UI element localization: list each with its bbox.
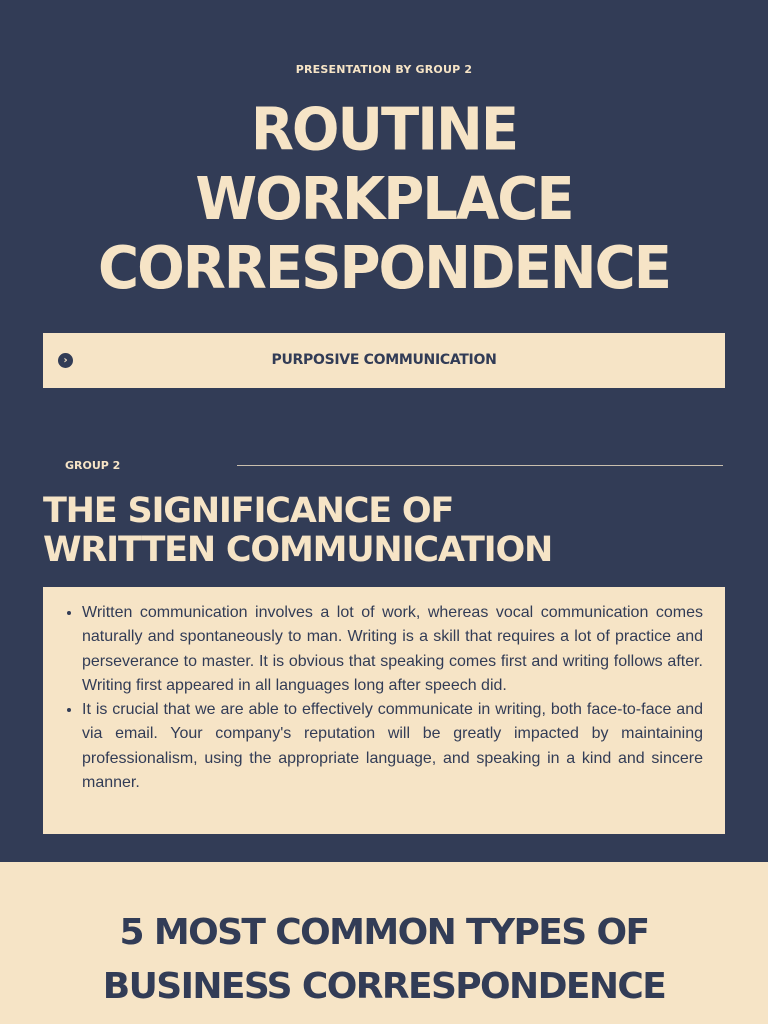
subject-label: PURPOSIVE COMMUNICATION: [271, 352, 497, 368]
list-item: • It is crucial that we are able to effectively communicate in writing, both face-to-face and via email. Your company's reputation will be greatly impacted by maintaining professionalism, using the appropriate language, and speaking in a kind and sincere manner.: [82, 698, 703, 795]
next-slide: [0, 862, 768, 1024]
page-title-line-3: CORRESPONDENCE: [97, 234, 670, 303]
next-slide-title: [0, 906, 768, 1014]
section-title-line-2: WRITTEN COMMUNICATION: [43, 530, 553, 570]
section-tag: GROUP 2: [65, 459, 121, 472]
bullet-list: [43, 587, 725, 795]
list-item: • Written communication involves a lot of work, whereas vocal communication comes naturally and spontaneously to man. Writing is a skill that requires a lot of practice and perseverance to master. It is obvious that speaking comes first and writing follows after. Writing first appeared in all languages long after speech did.: [82, 601, 703, 698]
content-box: [43, 587, 725, 834]
chevron-right-circle-icon: ›: [58, 353, 73, 368]
presentation-eyebrow: PRESENTATION BY GROUP 2: [295, 63, 473, 76]
divider: [237, 465, 723, 466]
subject-bar: [43, 333, 725, 388]
page-title: [0, 96, 768, 304]
page-title-line-1: ROUTINE: [250, 96, 518, 165]
next-slide-title-line-2: BUSINESS CORRESPONDENCE: [102, 966, 666, 1007]
section-title-line-1: THE SIGNIFICANCE OF: [43, 491, 454, 531]
page-title-line-2: WORKPLACE: [195, 165, 573, 234]
next-slide-title-line-1: 5 MOST COMMON TYPES OF: [119, 912, 649, 953]
section-title: [43, 492, 552, 570]
